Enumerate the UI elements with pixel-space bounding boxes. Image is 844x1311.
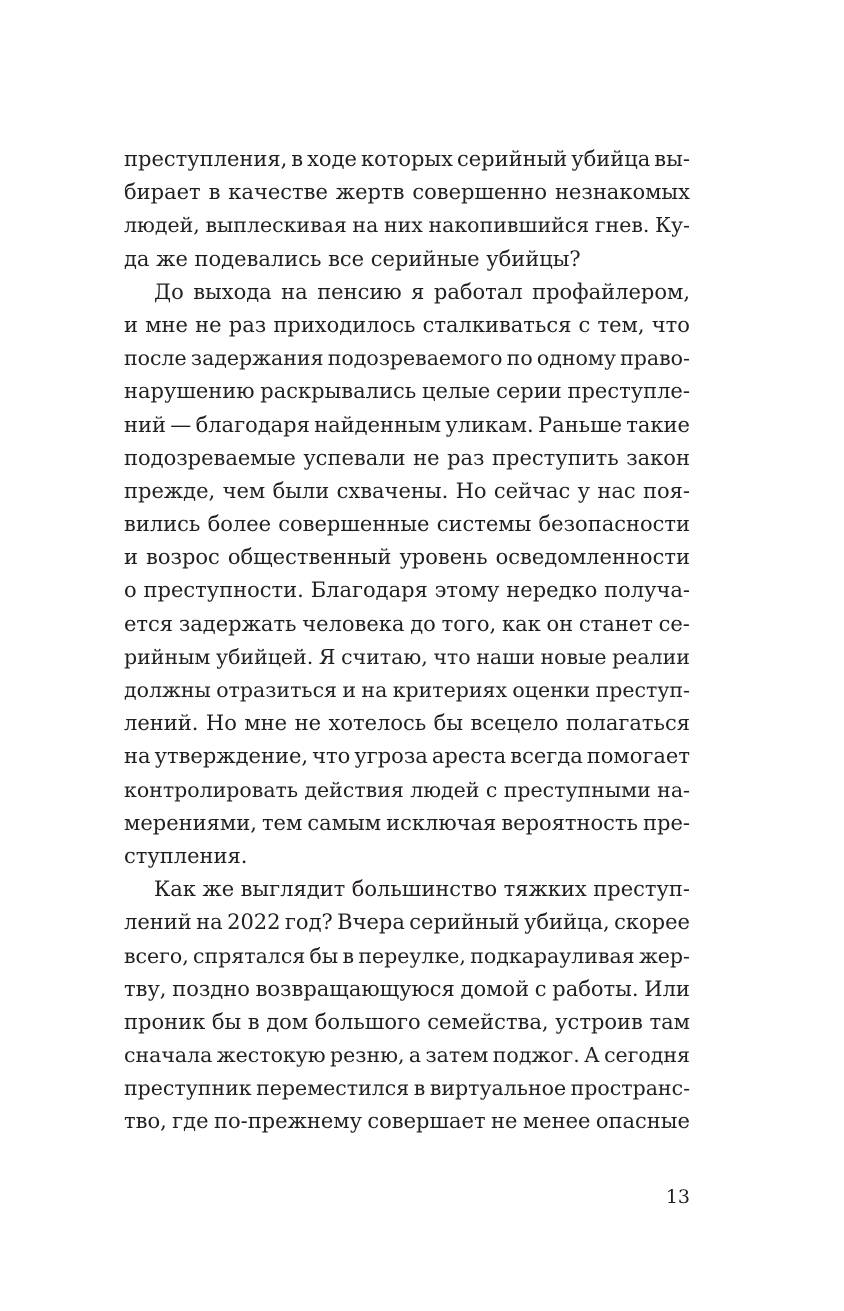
text-line: тву, поздно возвращающуюся домой с работы. Или	[124, 976, 690, 1001]
text-line: До выхода на пенсию я работал профайлером,	[154, 279, 690, 304]
text-line: рийным убийцей. Я считаю, что наши новые реалии	[124, 644, 690, 669]
text-line: и возрос общественный уровень осведомленности	[124, 545, 690, 570]
text-line: преступник переместился в виртуальное пространс-	[124, 1076, 690, 1101]
text-line: после задержания подозреваемого по одному право-	[124, 346, 690, 371]
text-line: нарушению раскрывались целые серии преступле-	[124, 379, 690, 404]
text-line: преступления, в ходе которых серийный убийца вы-	[124, 147, 690, 171]
text-line: подозреваемые успевали не раз преступить закон	[124, 445, 690, 470]
text-line: лений на 2022 год? Вчера серийный убийца, скорее	[124, 910, 690, 935]
text-line: о преступности. Благодаря этому нередко получа-	[124, 578, 690, 603]
text-line: людей, выплескивая на них накопившийся гнев. Ку-	[124, 213, 690, 238]
text-line: Как же выглядит большинство тяжких преступ-	[154, 877, 690, 902]
text-line: всего, спрятался бы в переулке, подкарауливая жер-	[124, 943, 690, 968]
text-line: вились более совершенные системы безопасности	[124, 512, 690, 537]
text-line: ется задержать человека до того, как он станет се-	[124, 611, 690, 636]
text-line: прежде, чем были схвачены. Но сейчас у нас поя-	[124, 478, 690, 503]
text-line: ний — благодаря найденным уликам. Раньше такие	[124, 412, 690, 437]
text-line: контролировать действия людей с преступными на-	[124, 777, 690, 802]
text-line: тво, где по-прежнему совершает не менее опасные	[124, 1109, 690, 1134]
page-number: 13	[665, 1186, 690, 1208]
text-line: лений. Но мне не хотелось бы всецело полагаться	[124, 711, 690, 736]
text-line: и мне не раз приходилось сталкиваться с тем, что	[124, 312, 690, 337]
text-line: ступления.	[124, 843, 248, 868]
text-line: проник бы в дом большого семейства, устроив там	[124, 1009, 690, 1034]
text-line: сначала жестокую резню, а затем поджог. А сегодня	[124, 1043, 690, 1068]
text-line: на утверждение, что угроза ареста всегда помогает	[124, 744, 690, 769]
text-line: мерениями, тем самым исключая вероятность пре-	[124, 810, 690, 835]
text-line: бирает в качестве жертв совершенно незнакомых	[124, 180, 690, 205]
text-line: должны отразиться и на критериях оценки преступ-	[124, 678, 690, 702]
body-text	[124, 143, 690, 1139]
text-line: да же подевались все серийные убийцы?	[124, 246, 581, 271]
